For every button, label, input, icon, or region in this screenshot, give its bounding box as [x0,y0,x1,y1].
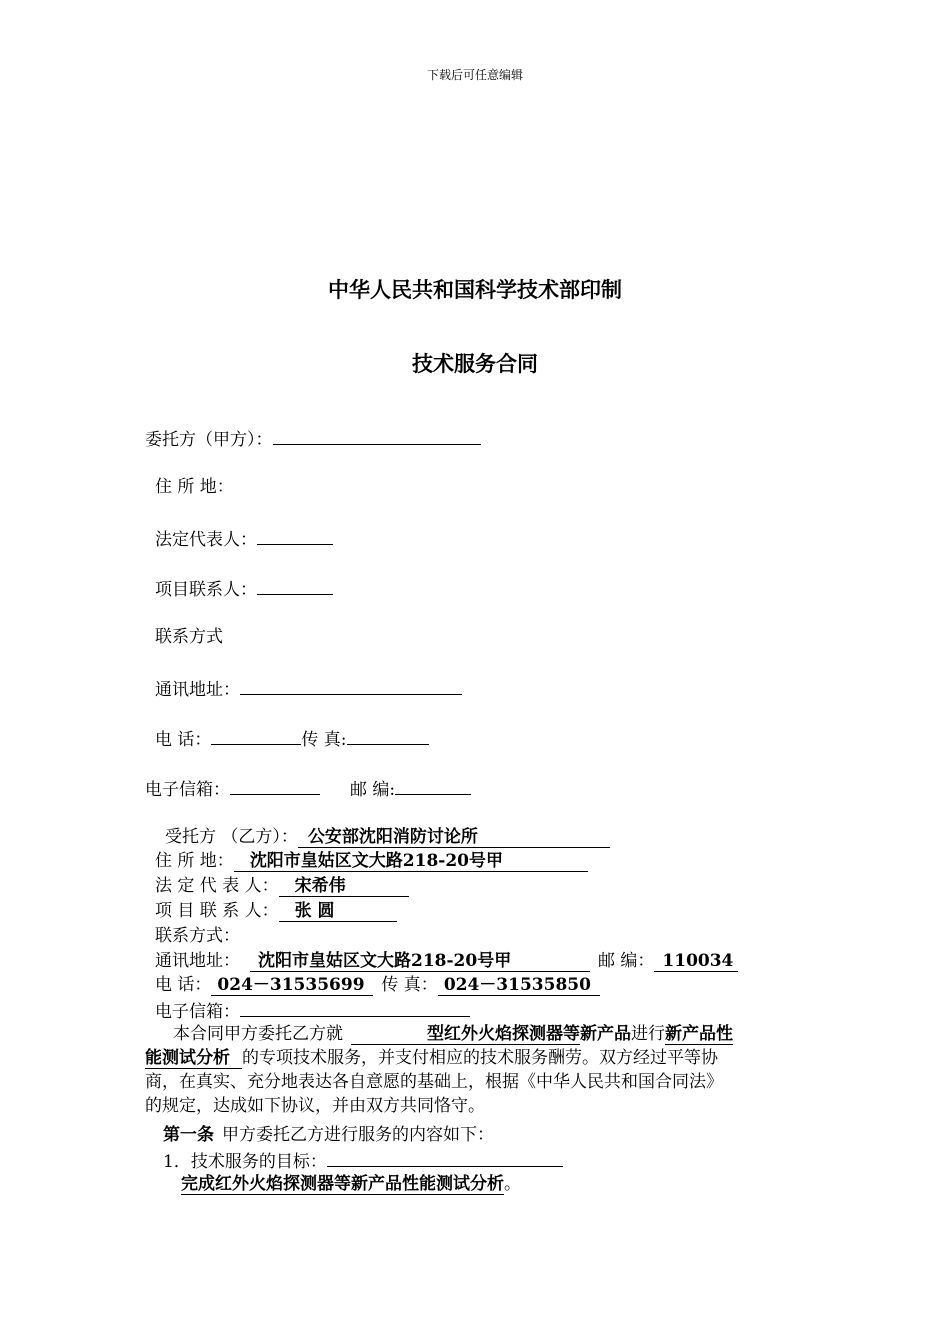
p1-subject: 型红外火焰探测器等 [351,1024,580,1045]
party-b-trustee-row [165,826,610,848]
item-1-blank[interactable] [327,1148,563,1167]
p1-rest2: 商，在真实、充分地表达各自意愿的基础上，根据《中华人民共和国合同法》 [145,1072,723,1092]
mail-address-label: 通讯地址： [155,951,240,971]
contact-label: 项目联系人： [155,580,257,600]
article-1-text: 甲方委托乙方进行服务的内容如下： [222,1125,494,1145]
fax-value: 024－31535850 [438,975,600,996]
mail-address-blank[interactable] [240,676,462,695]
fax-blank[interactable] [347,726,429,745]
contact-blank[interactable] [257,576,333,595]
contact-label: 项 目 联 系 人： [155,901,279,921]
client-blank[interactable] [273,426,481,445]
legal-rep-label: 法 定 代 表 人： [155,876,279,896]
document-title: 技术服务合同 [412,352,538,376]
item-1-label: 1．技术服务的目标： [163,1152,327,1172]
party-a-mail-row [155,676,462,701]
phone-label: 电 话： [155,975,212,995]
mail-address-label: 通讯地址： [155,680,240,700]
postcode-value: 110034 [654,951,738,972]
article-1-label: 第一条 [163,1125,214,1145]
party-b-email-row [155,998,470,1023]
address-label: 住 所 地： [155,851,234,871]
party-a-email-row [145,776,471,801]
email-blank[interactable] [230,776,320,795]
article-1-row [163,1124,494,1146]
party-b-address-row [155,850,588,872]
party-a-phone-row [155,726,429,751]
phone-blank[interactable] [211,726,301,745]
party-b-contact-row [155,900,397,922]
phone-value: 024－31535699 [211,975,373,996]
p1-mid: 进行 [631,1024,665,1044]
address-value: 沈阳市皇姑区文大路218-20号甲 [234,851,588,872]
party-a-address-label: 住 所 地： [155,477,234,497]
mail-address-value: 沈阳市皇姑区文大路218-20号甲 [250,951,590,972]
party-b-legal-rep-row [155,875,409,897]
p1-prefix: 本合同甲方委托乙方就 [173,1024,343,1044]
header-note: 下载后可任意编辑 [426,68,523,82]
item-1-value-row [181,1173,521,1195]
p1-service-line2: 能测试分析 [145,1048,242,1069]
legal-rep-value: 宋希伟 [279,876,409,897]
email-label: 电子信箱： [145,780,230,800]
p1-rest3: 的规定，达成如下协议，并由双方共同恪守。 [145,1096,485,1116]
legal-rep-label: 法定代表人： [155,530,257,550]
contract-intro-paragraph [145,1022,807,1118]
trustee-value: 公安部沈阳消防讨论所 [298,827,610,848]
fax-label: 传 真: [301,730,347,750]
party-b-phone-row [155,974,600,996]
email-blank[interactable] [240,998,470,1017]
party-a-contact-row [155,576,333,601]
p1-new-product: 新产品 [580,1024,631,1044]
legal-rep-blank[interactable] [257,526,333,545]
party-a-client-row [145,426,481,451]
party-b-mail-row [155,950,738,972]
issuer-title: 中华人民共和国科学技术部印制 [328,278,622,302]
party-b-contact-method: 联系方式： [155,926,240,946]
fax-label: 传 真： [381,975,438,995]
phone-label: 电 话： [155,730,212,750]
item-1-value: 完成红外火焰探测器等新产品性能测试分析 [181,1174,504,1194]
email-label: 电子信箱： [155,1002,240,1022]
item-1-end: 。 [504,1174,521,1194]
client-label: 委托方（甲方）： [145,430,273,450]
postcode-label: 邮 编： [598,951,655,971]
p1-service-line1: 新产品性 [665,1024,733,1044]
contact-value: 张 圆 [279,901,397,922]
postcode-blank[interactable] [395,776,471,795]
item-1-row [163,1148,563,1173]
party-a-legal-rep-row [155,526,333,551]
trustee-label: 受托方 （乙方）： [165,827,298,847]
party-a-contact-method: 联系方式 [155,627,223,647]
postcode-label: 邮 编: [350,780,396,800]
p1-rest1: 的专项技术服务，并支付相应的技术服务酬劳。双方经过平等协 [242,1048,718,1068]
